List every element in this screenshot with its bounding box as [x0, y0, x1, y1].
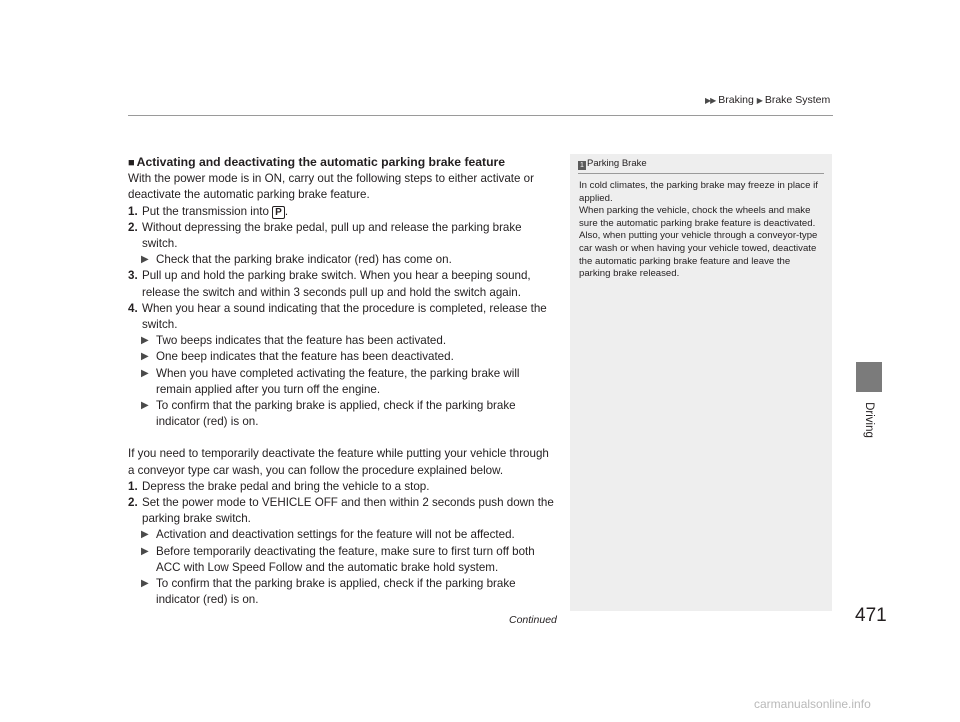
step-detail-text: One beep indicates that the feature has been deactivated.: [156, 350, 454, 364]
step-text: Pull up and hold the parking brake switch. When you hear a beeping sound, release the switch and within 3 seconds pull up and hold the switch again.: [142, 269, 531, 299]
step-detail-text: To confirm that the parking brake is applied, check if the parking brake indicator (red) is on.: [156, 577, 516, 607]
continued-label: Continued: [509, 614, 557, 626]
step-detail: [128, 576, 558, 608]
arrow-bullet-icon: ▶: [141, 529, 149, 541]
step-number: 2.: [128, 496, 138, 510]
step-text: Set the power mode to VEHICLE OFF and then within 2 seconds push down the parking brake switch.: [142, 496, 554, 526]
intro-paragraph: With the power mode is in ON, carry out the following steps to either activate or deactivate the automatic parking brake feature.: [128, 172, 534, 202]
step-detail: [128, 527, 558, 543]
arrow-bullet-icon: ▶: [141, 367, 149, 379]
breadcrumb-item[interactable]: Braking: [718, 94, 754, 106]
step-detail-text: To confirm that the parking brake is applied, check if the parking brake indicator (red) is on.: [156, 399, 516, 429]
note-body: [579, 180, 824, 281]
square-bullet-icon: ■: [128, 157, 135, 169]
section-heading: ■ Activating and deactivating the automatic parking brake feature: [128, 155, 506, 169]
breadcrumb: [705, 94, 830, 106]
step-detail: [128, 366, 558, 398]
step-detail: [128, 349, 558, 365]
section-tab-label[interactable]: Driving: [863, 402, 875, 438]
car-wash-paragraph: If you need to temporarily deactivate the feature while putting your vehicle through a conveyor type car wash, you can follow the procedure explained below.: [128, 447, 549, 477]
step-number: 1.: [128, 479, 138, 493]
note-title: 1 Parking Brake: [578, 158, 824, 174]
breadcrumb-arrow-icon: ▶▶: [705, 96, 716, 105]
procedure-list: [128, 479, 558, 609]
step-text: When you hear a sound indicating that the procedure is completed, release the switch.: [142, 301, 547, 332]
procedure-step: [128, 301, 558, 333]
arrow-bullet-icon: ▶: [141, 545, 149, 557]
breadcrumb-arrow-icon: ▶: [756, 96, 762, 105]
procedure-step: [128, 479, 558, 495]
step-detail-text: Before temporarily deactivating the feature, make sure to first turn off both ACC with Low Speed Follow and the automatic brake hold system.: [156, 544, 535, 574]
watermark[interactable]: carmanualsonline.info: [754, 697, 871, 711]
step-number: 1.: [128, 204, 138, 218]
step-text: Without depressing the brake pedal, pull up and release the parking brake switch.: [142, 220, 522, 251]
side-note: [570, 154, 832, 611]
section-tab-marker: [856, 362, 882, 392]
step-number: 4.: [128, 301, 138, 315]
procedure-step: [128, 204, 558, 220]
arrow-bullet-icon: ▶: [141, 254, 149, 266]
arrow-bullet-icon: ▶: [141, 351, 149, 363]
procedure-step: [128, 495, 558, 527]
step-detail-text: Activation and deactivation settings for the feature will not be affected.: [156, 528, 515, 542]
note-paragraph: When parking the vehicle, chock the wheels and make sure the automatic parking brake feature is deactivated.: [579, 205, 816, 229]
reference-icon: 1: [578, 161, 586, 170]
arrow-bullet-icon: ▶: [141, 400, 149, 412]
main-content: [128, 154, 558, 608]
step-detail-text: Two beeps indicates that the feature has been activated.: [156, 334, 447, 348]
procedure-step: [128, 220, 558, 252]
step-text: Depress the brake pedal and bring the vehicle to a stop.: [142, 479, 430, 493]
step-detail: [128, 544, 558, 576]
breadcrumb-item[interactable]: Brake System: [764, 94, 831, 106]
step-detail: [128, 398, 558, 430]
step-detail-text: Check that the parking brake indicator (red) has come on.: [156, 253, 452, 267]
procedure-list: [128, 204, 558, 431]
step-number: 3.: [128, 269, 138, 283]
page-number: 471: [855, 605, 887, 626]
arrow-bullet-icon: ▶: [141, 335, 149, 347]
step-number: 2.: [128, 220, 138, 234]
step-text: Put the transmission into: [142, 204, 273, 218]
step-text: .: [284, 204, 289, 218]
park-position-key: P: [272, 206, 285, 219]
header-divider: [128, 115, 833, 116]
note-paragraph: Also, when putting your vehicle through a conveyor-type car wash or when having your vehicle towed, deactivate the automatic parking brake feature and leave the parking brake released.: [579, 230, 818, 280]
step-detail-text: When you have completed activating the feature, the parking brake will remain applied after you turn off the engine.: [156, 366, 520, 396]
step-detail: [128, 252, 558, 268]
procedure-step: [128, 268, 558, 300]
note-paragraph: In cold climates, the parking brake may freeze in place if applied.: [579, 180, 818, 204]
arrow-bullet-icon: ▶: [141, 578, 149, 590]
step-detail: [128, 333, 558, 349]
